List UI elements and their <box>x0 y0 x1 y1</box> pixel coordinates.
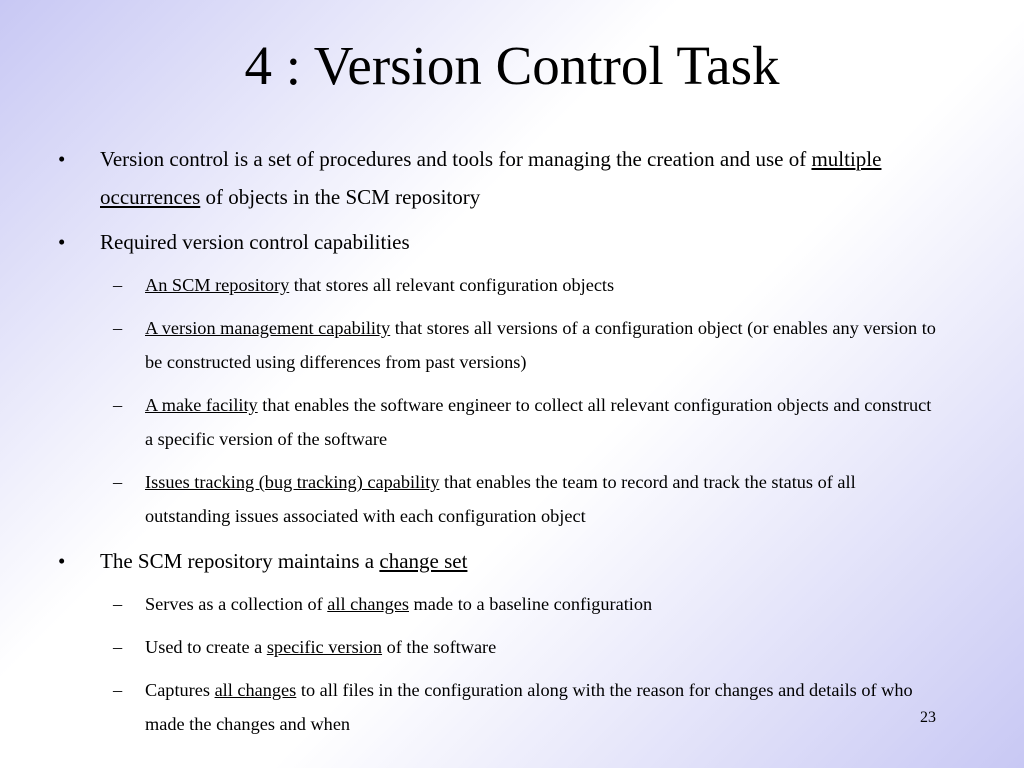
bullet-icon: • <box>58 230 66 254</box>
sub-bullet-text: that enables the team to record and track the status of all outstanding issues associated with each configuration object <box>145 472 856 526</box>
sub-bullet-underlined-text: A version management capability <box>145 318 391 338</box>
slide-title: 4 : Version Control Task <box>244 35 780 96</box>
dash-icon: – <box>113 395 123 415</box>
sub-bullet-text: made to a baseline configuration <box>408 594 653 614</box>
bullet-text: of objects in the SCM repository <box>200 185 481 209</box>
bullet-item <box>0 140 1024 216</box>
sub-bullet-text: that stores all versions of a configuration object (or enables any version to be constructed using differences from past versions) <box>145 318 936 372</box>
sub-bullet-item <box>0 673 1024 741</box>
sub-bullet-text: Captures <box>145 680 215 700</box>
bullet-icon: • <box>58 549 66 573</box>
bullet-text: The SCM repository maintains a <box>100 549 380 573</box>
bullet-underlined-text: multiple occurrences <box>100 147 882 209</box>
dash-icon: – <box>113 472 123 492</box>
dash-icon: – <box>113 594 123 614</box>
sub-bullet-text: to all files in the configuration along with the reason for changes and details of who made the changes and when <box>145 680 913 734</box>
dash-icon: – <box>113 680 123 700</box>
bullet-text: Required version control capabilities <box>100 230 410 254</box>
bullet-text: Version control is a set of procedures and tools for managing the creation and use of <box>100 147 812 171</box>
sub-bullet-item <box>0 311 1024 379</box>
sub-bullet-underlined-text: An SCM repository <box>145 275 290 295</box>
sub-bullet-text: of the software <box>382 637 497 657</box>
dash-icon: – <box>113 275 123 295</box>
sub-bullet-underlined-text: all changes <box>214 680 297 700</box>
bullet-underlined-text: change set <box>379 549 468 573</box>
page-number: 23 <box>920 709 936 726</box>
dash-icon: – <box>113 318 123 338</box>
sub-bullet-underlined-text: all changes <box>327 594 409 614</box>
sub-bullet-item <box>0 268 1024 302</box>
bullet-item <box>0 223 1024 261</box>
sub-bullet-underlined-text: specific version <box>266 637 383 657</box>
sub-bullet-text: Serves as a collection of <box>145 594 328 614</box>
sub-bullet-text: that enables the software engineer to collect all relevant configuration objects and construct a specific version of the software <box>145 395 932 449</box>
sub-bullet-underlined-text: A make facility <box>145 395 258 415</box>
sub-bullet-text: Used to create a <box>145 637 267 657</box>
bullet-item <box>0 542 1024 580</box>
sub-bullet-item <box>0 465 1024 533</box>
dash-icon: – <box>113 637 123 657</box>
bullet-icon: • <box>58 147 66 171</box>
sub-bullet-item <box>0 587 1024 621</box>
sub-bullet-item <box>0 630 1024 664</box>
sub-bullet-item <box>0 388 1024 456</box>
sub-bullet-underlined-text: Issues tracking (bug tracking) capability <box>145 472 440 492</box>
slide-content <box>0 140 1024 750</box>
sub-bullet-text: that stores all relevant configuration objects <box>289 275 615 295</box>
